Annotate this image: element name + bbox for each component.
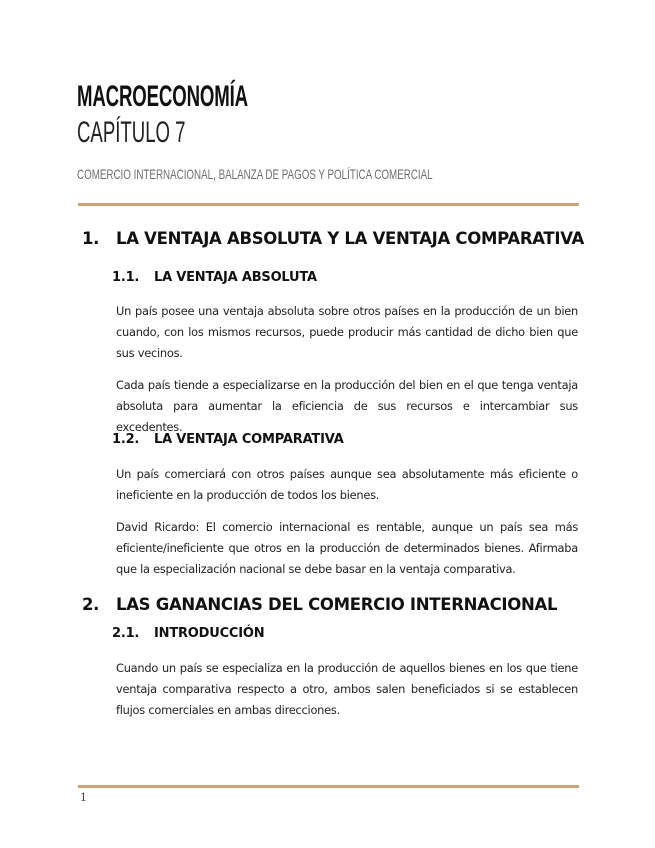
- paragraph: Un país posee una ventaja absoluta sobre otros países en la producción de un bien cuando, con los mismos recursos, puede producir más cantidad de dicho bien que sus vecinos.: [116, 304, 578, 360]
- section-title: LAS GANANCIAS DEL COMERCIO INTERNACIONAL: [116, 595, 558, 614]
- section-number: 1.: [82, 229, 100, 248]
- document-title: MACROECONOMÍA: [77, 80, 248, 113]
- subsection-number: 1.2.: [112, 432, 140, 447]
- chapter-subtitle: COMERCIO INTERNACIONAL, BALANZA DE PAGOS Y POLÍTICA COMERCIAL: [77, 166, 433, 182]
- subsection-number: 2.1.: [112, 626, 140, 641]
- chapter-title: CAPÍTULO 7: [77, 116, 186, 149]
- subsection-number: 1.1.: [112, 270, 140, 285]
- header-divider: [78, 203, 579, 206]
- subsection-title: LA VENTAJA ABSOLUTA: [154, 270, 317, 285]
- subsection-title: INTRODUCCIÓN: [154, 626, 265, 641]
- paragraph: Cuando un país se especializa en la producción de aquellos bienes en los que tiene ventaja comparativa respecto a otro, ambos salen beneficiados si se establecen flujos comerciales en ambas direcciones.: [116, 661, 578, 717]
- section-number: 2.: [82, 595, 100, 614]
- subsection-title: LA VENTAJA COMPARATIVA: [154, 432, 344, 447]
- paragraph: Cada país tiende a especializarse en la producción del bien en el que tenga ventaja absoluta para aumentar la eficiencia de sus recursos e intercambiar sus excedentes.: [116, 378, 578, 434]
- section-title: LA VENTAJA ABSOLUTA Y LA VENTAJA COMPARATIVA: [116, 229, 585, 248]
- paragraph: David Ricardo: El comercio internacional es rentable, aunque un país sea más eficiente/ineficiente que otros en la producción de determinados bienes. Afirmaba que la especialización nacional se debe basar en la ventaja comparativa.: [116, 520, 578, 576]
- page-number: 1: [80, 791, 87, 804]
- paragraph: Un país comerciará con otros países aunque sea absolutamente más eficiente o ineficiente en la producción de todos los bienes.: [116, 467, 578, 502]
- footer-divider: [78, 785, 579, 788]
